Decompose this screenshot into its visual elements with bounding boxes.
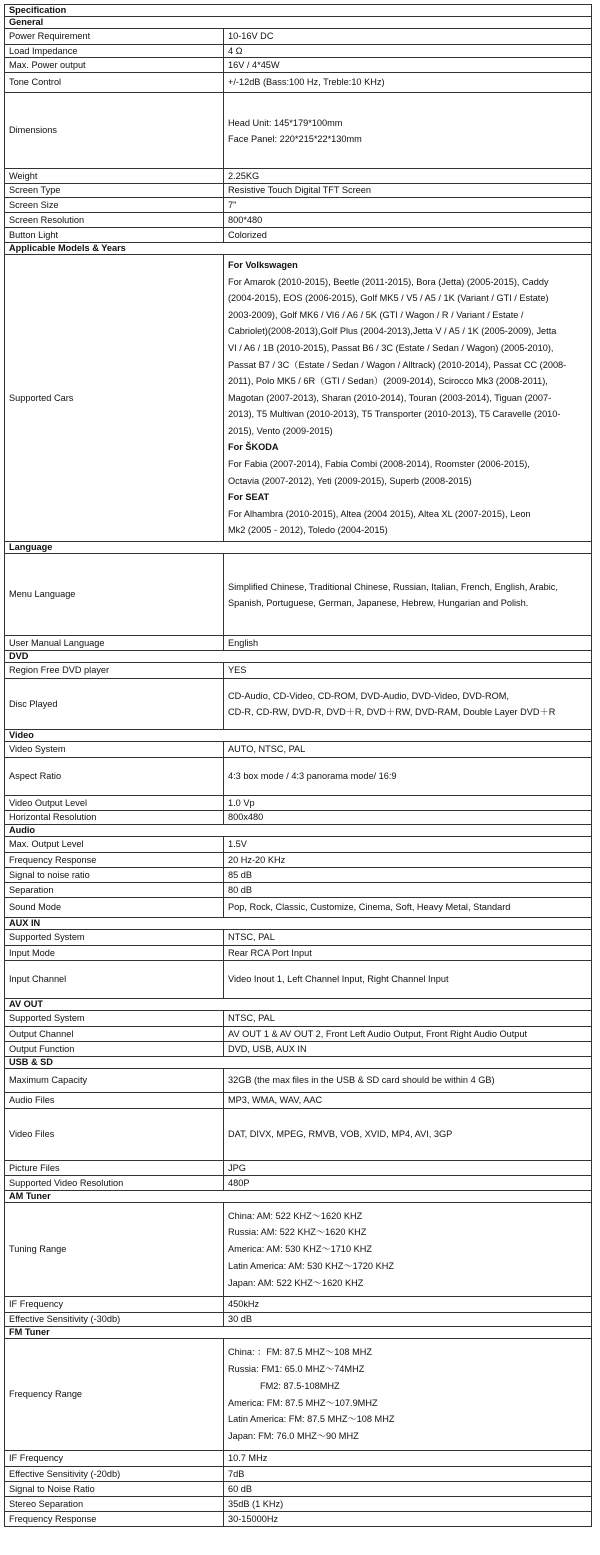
spec-value-line: For Alhambra (2010-2015), Altea (2004 2015), Altea XL (2007-2015), Leon <box>228 508 531 519</box>
spec-row-supported-system <box>5 930 592 946</box>
spec-value-line: 60 dB <box>228 1483 253 1494</box>
spec-value-line: China: AM: 522 KHZ～1620 KHZ <box>228 1210 363 1221</box>
spec-value-line: 16V / 4*45W <box>228 59 280 70</box>
section-header-am-tuner-title: AM Tuner <box>5 1191 592 1203</box>
spec-value <box>224 758 592 796</box>
spec-row-screen-type <box>5 184 592 198</box>
section-header-aux-in <box>5 918 592 930</box>
spec-value-line: AUTO, NTSC, PAL <box>228 744 306 754</box>
spec-row-frequency-response <box>5 1512 592 1527</box>
spec-label: Frequency Response <box>5 1512 224 1527</box>
spec-value-line: 4 Ω <box>228 45 243 56</box>
spec-row-video-system <box>5 742 592 758</box>
document-title-title: Specification <box>5 5 592 17</box>
spec-value-line: Passat B7 / 3C（Estate / Sedan / Wagon / Alltrack) (2010-2014), Passat CC (2008- <box>228 359 567 370</box>
spec-value-heading: For SEAT <box>228 492 270 503</box>
spec-value-line: Mk2 (2005 - 2012), Toledo (2004-2015) <box>228 525 388 536</box>
spec-value <box>224 1482 592 1497</box>
spec-label: Region Free DVD player <box>5 663 224 679</box>
spec-value <box>224 1203 592 1297</box>
spec-label: Video System <box>5 742 224 758</box>
section-header-usb-sd <box>5 1057 592 1069</box>
spec-label: Power Requirement <box>5 29 224 45</box>
spec-label: Supported Video Resolution <box>5 1176 224 1191</box>
section-header-av-out-title: AV OUT <box>5 999 592 1011</box>
spec-label: Supported System <box>5 930 224 946</box>
section-header-fm-tuner <box>5 1327 592 1339</box>
section-header-language <box>5 542 592 554</box>
spec-row-tuning-range <box>5 1203 592 1297</box>
spec-value-line: CD-R, CD-RW, DVD-R, DVD＋R, DVD＋RW, DVD-RAM, Double Layer DVD＋R <box>228 707 556 717</box>
spec-label: Video Files <box>5 1109 224 1161</box>
spec-label: Weight <box>5 169 224 184</box>
spec-row-region-free-dvd-player <box>5 663 592 679</box>
spec-label: Input Mode <box>5 946 224 961</box>
spec-value-line: Japan: AM: 522 KHZ～1620 KHZ <box>228 1277 364 1288</box>
spec-row-disc-played <box>5 679 592 730</box>
spec-value <box>224 1069 592 1093</box>
spec-value-line: 85 dB <box>228 869 253 880</box>
spec-label: Disc Played <box>5 679 224 730</box>
spec-row-stereo-separation <box>5 1497 592 1512</box>
spec-value-line: 1.0 Vp <box>228 797 255 808</box>
spec-value <box>224 169 592 184</box>
section-header-general <box>5 17 592 29</box>
spec-value-line: Magotan (2007-2013), Sharan (2010-2014), Touran (2003-2014), Tiguan (2007- <box>228 392 552 403</box>
spec-value-heading: For ŠKODA <box>228 442 279 453</box>
spec-value <box>224 946 592 961</box>
spec-value-line: 30 dB <box>228 1314 253 1324</box>
spec-value <box>224 198 592 213</box>
spec-label: IF Frequency <box>5 1297 224 1313</box>
spec-label: Frequency Range <box>5 1339 224 1451</box>
spec-value-line: 800*480 <box>228 214 263 225</box>
spec-value <box>224 742 592 758</box>
spec-value <box>224 93 592 169</box>
section-header-general-title: General <box>5 17 592 29</box>
spec-value <box>224 1093 592 1109</box>
section-header-dvd-title: DVD <box>5 651 592 663</box>
spec-label: Sound Mode <box>5 898 224 918</box>
spec-value-line: Resistive Touch Digital TFT Screen <box>228 185 371 195</box>
spec-value <box>224 679 592 730</box>
spec-row-screen-resolution <box>5 213 592 228</box>
spec-value <box>224 961 592 999</box>
spec-value-line: 2003-2009), Golf MK6 / Ⅵ6 / A6 / 5K (GTI / Wagon / R / Variant / Estate / <box>228 309 524 320</box>
spec-label: Signal to Noise Ratio <box>5 1482 224 1497</box>
spec-row-effective-sensitivity-20db <box>5 1467 592 1482</box>
spec-value-line: 1.5V <box>228 839 247 849</box>
spec-value-line: Japan: FM: 76.0 MHZ～90 MHZ <box>228 1431 359 1442</box>
spec-value-line: 10.7 MHz <box>228 1453 268 1463</box>
spec-value-line: China: ：FM: 87.5 MHZ～108 MHZ <box>228 1347 372 1358</box>
spec-label: Max. Power output <box>5 58 224 73</box>
spec-value-line: 2013), T5 Multivan (2010-2013), T5 Transporter (2010-2013), T5 Caravelle (2010- <box>228 409 561 420</box>
spec-label: Screen Size <box>5 198 224 213</box>
spec-row-power-requirement <box>5 29 592 45</box>
section-header-language-title: Language <box>5 542 592 554</box>
spec-value-line: 450kHz <box>228 1299 260 1309</box>
spec-row-video-output-level <box>5 796 592 811</box>
spec-row-sound-mode <box>5 898 592 918</box>
section-header-video-title: Video <box>5 730 592 742</box>
spec-value <box>224 184 592 198</box>
spec-value-line: Face Panel: 220*215*22*130mm <box>228 133 362 144</box>
spec-value-line: English <box>228 637 259 648</box>
spec-value <box>224 1176 592 1191</box>
section-header-audio <box>5 825 592 837</box>
spec-value-line: Pop, Rock, Classic, Customize, Cinema, Soft, Heavy Metal, Standard <box>228 902 511 912</box>
spec-value-line: Head Unit: 145*179*100mm <box>228 117 343 128</box>
spec-value-line: For Fabia (2007-2014), Fabia Combi (2008-2014), Roomster (2006-2015), <box>228 459 530 470</box>
spec-value-line: JPG <box>228 1162 246 1173</box>
section-header-video <box>5 730 592 742</box>
spec-row-max-power-output <box>5 58 592 73</box>
spec-row-signal-to-noise-ratio <box>5 868 592 883</box>
spec-value-line: DAT, DIVX, MPEG, RMVB, VOB, XVID, MP4, AVI, 3GP <box>228 1129 453 1139</box>
spec-row-weight <box>5 169 592 184</box>
spec-label: Screen Type <box>5 184 224 198</box>
spec-value-line: Octavia (2007-2012), Yeti (2009-2015), Superb (2008-2015) <box>228 475 472 486</box>
spec-value-line: +/-12dB (Bass:100 Hz, Treble:10 KHz) <box>228 77 385 87</box>
spec-value-heading: For Volkswagen <box>228 259 298 270</box>
spec-row-signal-to-noise-ratio <box>5 1482 592 1497</box>
spec-row-effective-sensitivity-30db <box>5 1313 592 1327</box>
spec-value-line: 2.25KG <box>228 170 260 181</box>
spec-row-aspect-ratio <box>5 758 592 796</box>
spec-label: Stereo Separation <box>5 1497 224 1512</box>
spec-label: Aspect Ratio <box>5 758 224 796</box>
spec-row-output-function <box>5 1042 592 1057</box>
document-title <box>5 5 592 17</box>
spec-row-if-frequency <box>5 1451 592 1467</box>
spec-row-output-channel <box>5 1027 592 1042</box>
spec-value <box>224 663 592 679</box>
spec-row-input-mode <box>5 946 592 961</box>
spec-row-horizontal-resolution <box>5 811 592 825</box>
spec-row-user-manual-language <box>5 636 592 651</box>
spec-row-screen-size <box>5 198 592 213</box>
spec-label: Input Channel <box>5 961 224 999</box>
spec-row-supported-system <box>5 1011 592 1027</box>
spec-value-line: DVD, USB, AUX IN <box>228 1043 307 1054</box>
spec-row-menu-language <box>5 554 592 636</box>
spec-value <box>224 883 592 898</box>
spec-label: Tuning Range <box>5 1203 224 1297</box>
spec-value <box>224 796 592 811</box>
spec-value-line: 2015), Vento (2009-2015) <box>228 425 333 436</box>
spec-row-video-files <box>5 1109 592 1161</box>
spec-value-line: Cabriolet)(2008-2013),Golf Plus (2004-2013),Jetta V / A5 / 1K (2005-2009), Jetta <box>228 326 557 337</box>
spec-value-line: For Amarok (2010-2015), Beetle (2011-2015), Bora (Jetta) (2005-2015), Caddy <box>228 276 549 287</box>
spec-value-line: 30-15000Hz <box>228 1513 279 1524</box>
spec-value <box>224 1027 592 1042</box>
spec-row-input-channel <box>5 961 592 999</box>
spec-value <box>224 1042 592 1057</box>
spec-value-line: Latin America: FM: 87.5 MHZ～108 MHZ <box>228 1414 395 1425</box>
spec-label: User Manual Language <box>5 636 224 651</box>
spec-row-supported-cars <box>5 255 592 542</box>
spec-label: IF Frequency <box>5 1451 224 1467</box>
spec-value-line: 10-16V DC <box>228 31 274 41</box>
spec-row-tone-control <box>5 73 592 93</box>
spec-label: Signal to noise ratio <box>5 868 224 883</box>
spec-value <box>224 1339 592 1451</box>
spec-value <box>224 853 592 868</box>
spec-value-line: NTSC, PAL <box>228 932 275 942</box>
spec-label: Audio Files <box>5 1093 224 1109</box>
spec-row-picture-files <box>5 1161 592 1176</box>
spec-label: Output Channel <box>5 1027 224 1042</box>
spec-value-line: Colorized <box>228 229 267 240</box>
spec-value-line: 800x480 <box>228 812 264 822</box>
spec-value-line: 2011), Polo MK5 / 6R（GTI / Sedan）(2009-2014), Scirocco Mk3 (2008-2011), <box>228 376 548 387</box>
spec-value <box>224 1467 592 1482</box>
spec-value <box>224 1297 592 1313</box>
spec-value-line: Latin America: AM: 530 KHZ～1720 KHZ <box>228 1260 394 1271</box>
spec-value-line: 7dB <box>228 1468 245 1479</box>
spec-row-separation <box>5 883 592 898</box>
spec-value-line: MP3, WMA, WAV, AAC <box>228 1095 323 1105</box>
spec-value-line: 80 dB <box>228 884 253 895</box>
spec-value-line: VI / A6 / 1B (2010-2015), Passat B6 / 3C (Estate / Sedan / Wagon) (2005-2010), <box>228 342 554 353</box>
spec-label: Dimensions <box>5 93 224 169</box>
spec-value-line: AV OUT 1 & AV OUT 2, Front Left Audio Output, Front Right Audio Output <box>228 1028 528 1039</box>
spec-value-line: FM2: 87.5-108MHZ <box>260 1380 340 1391</box>
section-header-usb-sd-title: USB & SD <box>5 1057 592 1069</box>
spec-row-frequency-response <box>5 853 592 868</box>
spec-value <box>224 837 592 853</box>
spec-label: Supported System <box>5 1011 224 1027</box>
spec-label: Picture Files <box>5 1161 224 1176</box>
spec-label: Max. Output Level <box>5 837 224 853</box>
spec-value <box>224 255 592 542</box>
spec-value <box>224 1512 592 1527</box>
spec-row-load-impedance <box>5 45 592 58</box>
spec-label: Tone Control <box>5 73 224 93</box>
spec-value <box>224 1161 592 1176</box>
spec-row-dimensions <box>5 93 592 169</box>
spec-row-supported-video-resolution <box>5 1176 592 1191</box>
spec-label: Effective Sensitivity (-30db) <box>5 1313 224 1327</box>
spec-value <box>224 45 592 58</box>
spec-value-line: NTSC, PAL <box>228 1013 275 1023</box>
section-header-audio-title: Audio <box>5 825 592 837</box>
section-header-dvd <box>5 651 592 663</box>
spec-value <box>224 1313 592 1327</box>
spec-row-max-output-level <box>5 837 592 853</box>
spec-value <box>224 58 592 73</box>
spec-label: Button Light <box>5 228 224 243</box>
spec-value-line: 480P <box>228 1177 250 1188</box>
spec-value-line: Simplified Chinese, Traditional Chinese, Russian, Italian, French, English, Arabic, <box>228 581 558 592</box>
spec-label: Effective Sensitivity (-20db) <box>5 1467 224 1482</box>
spec-value <box>224 1497 592 1512</box>
spec-table <box>4 4 592 1527</box>
spec-label: Separation <box>5 883 224 898</box>
spec-value-line: 4:3 box mode / 4:3 panorama mode/ 16:9 <box>228 771 397 781</box>
spec-value-line: 7" <box>228 199 237 210</box>
spec-label: Horizontal Resolution <box>5 811 224 825</box>
spec-value-line: CD-Audio, CD-Video, CD-ROM, DVD-Audio, DVD-Video, DVD-ROM, <box>228 691 509 701</box>
spec-value <box>224 930 592 946</box>
spec-value <box>224 213 592 228</box>
spec-value <box>224 636 592 651</box>
spec-value <box>224 898 592 918</box>
spec-sheet <box>4 4 591 1527</box>
spec-row-frequency-range <box>5 1339 592 1451</box>
spec-value-line: Spanish, Portuguese, German, Japanese, Hebrew, Hungarian and Polish. <box>228 597 529 608</box>
spec-value <box>224 29 592 45</box>
spec-row-button-light <box>5 228 592 243</box>
spec-value <box>224 228 592 243</box>
spec-value <box>224 73 592 93</box>
spec-value-line: America: FM: 87.5 MHZ～107.9MHZ <box>228 1397 378 1408</box>
spec-value <box>224 811 592 825</box>
spec-row-maximum-capacity <box>5 1069 592 1093</box>
section-header-am-tuner <box>5 1191 592 1203</box>
spec-value-line: America: AM: 530 KHZ～1710 KHZ <box>228 1244 372 1255</box>
section-header-aux-in-title: AUX IN <box>5 918 592 930</box>
spec-label: Video Output Level <box>5 796 224 811</box>
spec-value-line: Rear RCA Port Input <box>228 947 312 958</box>
spec-value <box>224 1109 592 1161</box>
spec-label: Menu Language <box>5 554 224 636</box>
spec-label: Supported Cars <box>5 255 224 542</box>
spec-value <box>224 868 592 883</box>
spec-value-line: Russia: AM: 522 KHZ～1620 KHZ <box>228 1227 367 1238</box>
spec-value <box>224 1451 592 1467</box>
spec-label: Load Impedance <box>5 45 224 58</box>
spec-row-if-frequency <box>5 1297 592 1313</box>
spec-row-audio-files <box>5 1093 592 1109</box>
spec-value-line: YES <box>228 665 247 675</box>
spec-value-line: 32GB (the max files in the USB & SD card should be within 4 GB) <box>228 1075 495 1085</box>
spec-label: Maximum Capacity <box>5 1069 224 1093</box>
spec-value <box>224 554 592 636</box>
spec-label: Frequency Response <box>5 853 224 868</box>
spec-value-line: 20 Hz-20 KHz <box>228 854 286 865</box>
spec-value-line: Video Inout 1, Left Channel Input, Right Channel Input <box>228 974 449 984</box>
spec-value-line: Russia: FM1: 65.0 MHZ～74MHZ <box>228 1363 365 1374</box>
spec-label: Output Function <box>5 1042 224 1057</box>
spec-value <box>224 1011 592 1027</box>
section-header-fm-tuner-title: FM Tuner <box>5 1327 592 1339</box>
spec-value-line: 35dB (1 KHz) <box>228 1498 284 1509</box>
section-header-applicable-models-years <box>5 243 592 255</box>
section-header-av-out <box>5 999 592 1011</box>
section-header-applicable-models-years-title: Applicable Models & Years <box>5 243 592 255</box>
spec-label: Screen Resolution <box>5 213 224 228</box>
spec-value-line: (2004-2015), EOS (2006-2015), Golf MK5 / V5 / A5 / 1K (Variant / GTI / Estate) <box>228 293 549 304</box>
